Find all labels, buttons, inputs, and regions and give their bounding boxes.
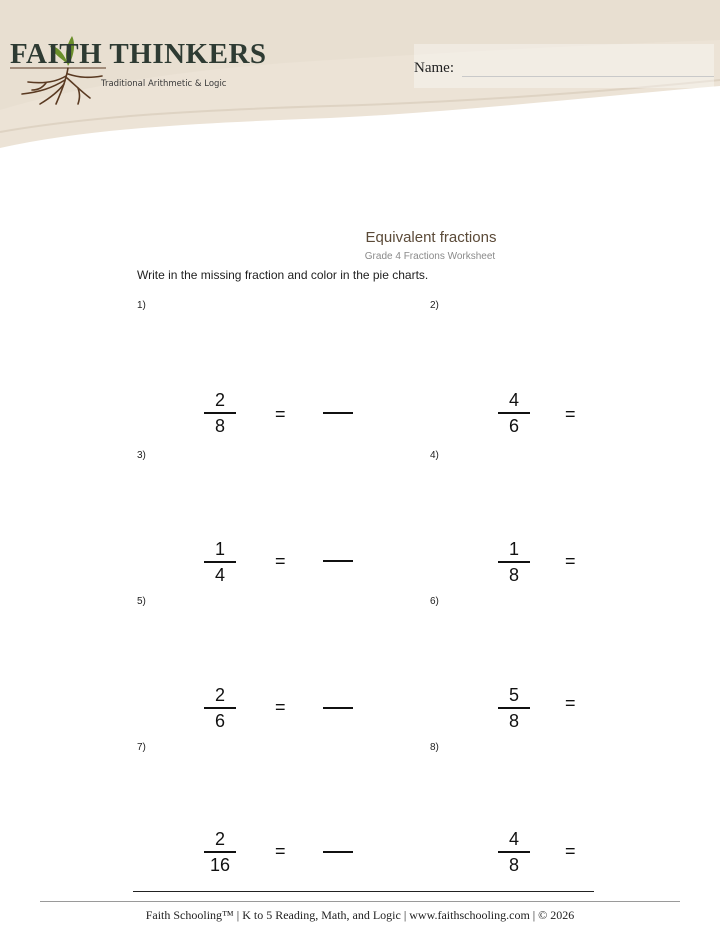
denominator: 6 [508, 416, 519, 436]
fraction-bar [498, 707, 530, 709]
problem-1 [137, 300, 427, 446]
equals-sign: = [275, 841, 286, 861]
problem-number: 3) [137, 450, 146, 461]
numerator: 2 [214, 829, 225, 849]
problem-7 [137, 742, 427, 888]
denominator: 8 [508, 711, 519, 731]
name-field[interactable] [414, 44, 714, 88]
denominator: 8 [508, 565, 519, 585]
given-fraction [200, 538, 240, 586]
answer-blank[interactable] [323, 560, 353, 562]
numerator: 2 [214, 390, 225, 410]
equals-sign: = [565, 404, 576, 424]
fraction-bar [498, 561, 530, 563]
problem-number: 6) [430, 596, 439, 607]
problem-number: 4) [430, 450, 439, 461]
given-fraction [200, 828, 240, 876]
numerator: 1 [214, 539, 225, 559]
worksheet-title: Equivalent fractions [365, 229, 497, 246]
denominator: 4 [214, 565, 225, 585]
numerator: 5 [508, 685, 519, 705]
worksheet-subtitle: Grade 4 Fractions Worksheet [364, 251, 496, 262]
answer-blank[interactable] [323, 851, 353, 853]
numerator: 4 [508, 829, 519, 849]
denominator: 6 [214, 711, 225, 731]
problem-6 [430, 596, 720, 742]
equals-sign: = [275, 551, 286, 571]
equals-sign: = [565, 693, 576, 713]
equals-sign: = [275, 404, 286, 424]
denominator: 8 [214, 416, 225, 436]
numerator: 2 [214, 685, 225, 705]
name-label: Name: [414, 60, 454, 76]
given-fraction [200, 389, 240, 437]
numerator: 4 [508, 390, 519, 410]
problem-5 [137, 596, 427, 742]
problem-8 [430, 742, 720, 888]
answer-blank[interactable] [323, 412, 353, 414]
given-fraction [494, 684, 534, 732]
problem-2 [430, 300, 720, 446]
fraction-bar [204, 707, 236, 709]
footer-text: Faith Schooling™ | K to 5 Reading, Math, and Logic | www.faithschooling.com | © 2026 [145, 908, 575, 922]
logo-subtitle: Traditional Arithmetic & Logic [101, 79, 227, 89]
fraction-bar [498, 851, 530, 853]
logo-title: FAITH THINKERS [10, 38, 267, 70]
problem-3 [137, 450, 427, 596]
given-fraction [494, 538, 534, 586]
given-fraction [494, 828, 534, 876]
problem-number: 8) [430, 742, 439, 753]
equals-sign: = [565, 841, 576, 861]
fraction-bar [498, 412, 530, 414]
fraction-bar [204, 412, 236, 414]
footer-divider [40, 901, 680, 902]
fraction-bar [204, 561, 236, 563]
answer-blank[interactable] [323, 707, 353, 709]
given-fraction [494, 389, 534, 437]
problem-number: 2) [430, 300, 439, 311]
problem-number: 5) [137, 596, 146, 607]
equals-sign: = [565, 551, 576, 571]
problem-number: 7) [137, 742, 146, 753]
fraction-bar [204, 851, 236, 853]
denominator: 8 [508, 855, 519, 875]
content-bottom-rule [133, 891, 594, 892]
logo [6, 28, 267, 108]
worksheet-instructions: Write in the missing fraction and color in the pie charts. [137, 268, 429, 282]
name-input-line[interactable] [462, 76, 714, 77]
equals-sign: = [275, 697, 286, 717]
problem-number: 1) [137, 300, 146, 311]
given-fraction [200, 684, 240, 732]
problem-4 [430, 450, 720, 596]
denominator: 16 [209, 855, 231, 875]
numerator: 1 [508, 539, 519, 559]
